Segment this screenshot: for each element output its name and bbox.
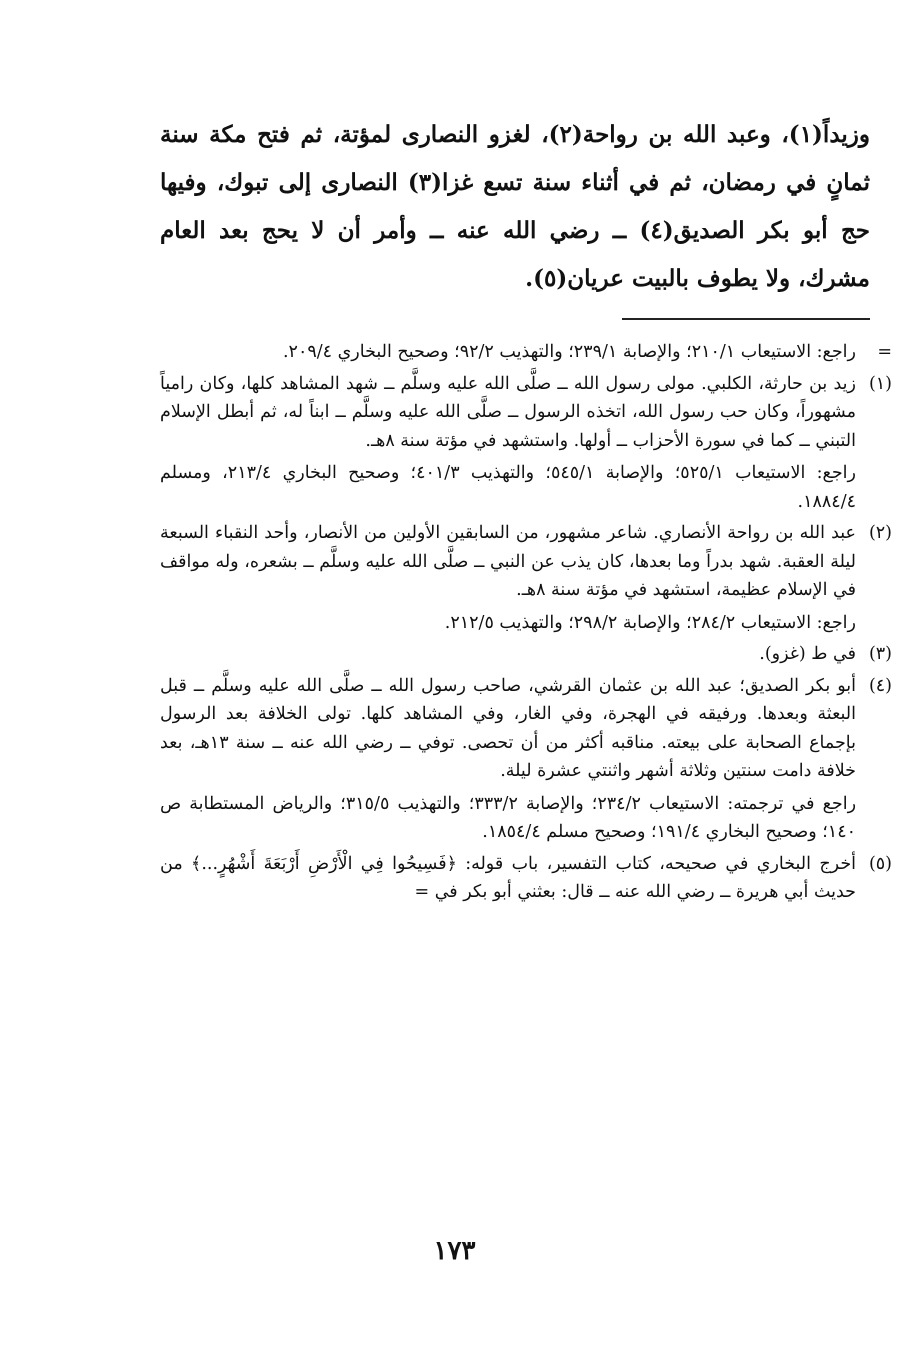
footnote-3 [160,640,892,669]
footnote-number: (٤) [868,675,892,696]
footnote-text: عبد الله بن رواحة الأنصاري. شاعر مشهور، من السابقين الأولين من الأنصار، وأحد النقباء السبعة ليلة العقبة. شهد بدراً وما بعدها، كان يذب عن النبي ــ صلَّى الله عليه وسلَّم ــ بشعره، وله مواقف في الإسلام عظيمة، استشهد في مؤتة سنة ٨هـ. [160,523,856,600]
footnote-reference: راجع في ترجمته: الاستيعاب ٢٣٤/٢؛ والإصابة ٣٣٣/٢؛ والتهذيب ٣١٥/٥؛ والرياض المستطابة ص ١٤٠؛ وصحيح البخاري ١٩١/٤؛ وصحيح مسلم ١٨٥٤/٤. [160,793,857,842]
footnote-reference: راجع: الاستيعاب ٢١٠/١؛ والإصابة ٢٣٩/١؛ والتهذيب ٩٢/٢؛ وصحيح البخاري ٢٠٩/٤. [282,342,856,362]
footnote-text: أبو بكر الصديق؛ عبد الله بن عثمان القرشي، صاحب رسول الله ــ صلَّى الله عليه وسلَّم ــ قبل البعثة وبعدها. ورفيقه في الهجرة، وفي الغار، وفي المشاهد كلها. تولى الخلافة بعد الرسول بإجماع الصحابة على بيعته. مناقبه أكثر من أن تحصى. توفي ــ رضي الله عنه ــ سنة ١٣هـ، بعد خلافة دامت سنتين وثلاثة أشهر واثنتي عشرة ليلة. [160,675,857,781]
footnote-separator [622,318,870,320]
footnote-text: في ط (غزو). [759,644,856,664]
page-number: ١٧٣ [433,1236,476,1266]
footnote-number: (١) [868,373,892,394]
footnote-text: أخرج البخاري في صحيحه، كتاب التفسير، باب قوله: ﴿فَسِيحُوا فِي الْأَرْضِ أَرْبَعَةَ أَشْهُرٍ...﴾ من حديث أبي هريرة ــ رضي الله عنه ــ قال: بعثني أبو بكر في = [160,853,856,902]
footnotes [160,338,892,910]
footnote-marker: = [877,342,892,362]
footnote-1 [160,370,892,517]
footnote-reference: راجع: الاستيعاب ٢٨٤/٢؛ والإصابة ٢٩٨/٢؛ والتهذيب ٢١٢/٥. [444,612,856,633]
footnote-number: (٢) [868,523,892,543]
footnote-5 [160,850,892,907]
footnote-text: زيد بن حارثة، الكلبي. مولى رسول الله ــ صلَّى الله عليه وسلَّم ــ شهد المشاهد كلها، وكان رامياً مشهوراً، وكان حب رسول الله، اتخذه الرسول ــ صلَّى الله عليه وسلَّم ــ ابناً له، ثم أبطل الإسلام التبني ــ كما في سورة الأحزاب ــ أولها. واستشهد في مؤتة سنة ٨هـ. [160,373,856,451]
footnote-4 [160,672,892,847]
footnote-number: (٥) [868,853,892,874]
footnote-reference: راجع: الاستيعاب ٥٢٥/١؛ والإصابة ٥٤٥/١؛ والتهذيب ٤٠١/٣؛ وصحيح البخاري ٢١٣/٤، ومسلم ١٨٨٤/٤. [160,463,856,512]
footnote-2 [160,519,892,637]
footnote-number: (٣) [868,644,892,664]
footnote-continued [160,338,892,367]
main-text: وزيداً‏(١)، وعبد الله بن رواحة(٢)، لغزو النصارى لمؤتة، ثم فتح مكة سنة ثمانٍ في رمضان، ثم في أثناء سنة تسع غزا(٣) النصارى إلى تبوك، وفيها حج أبو بكر الصديق(٤) ــ رضي الله عنه ــ وأمر أن لا يحج بعد العام مشرك، ولا يطوف بالبيت عريان(٥). [160,121,871,292]
